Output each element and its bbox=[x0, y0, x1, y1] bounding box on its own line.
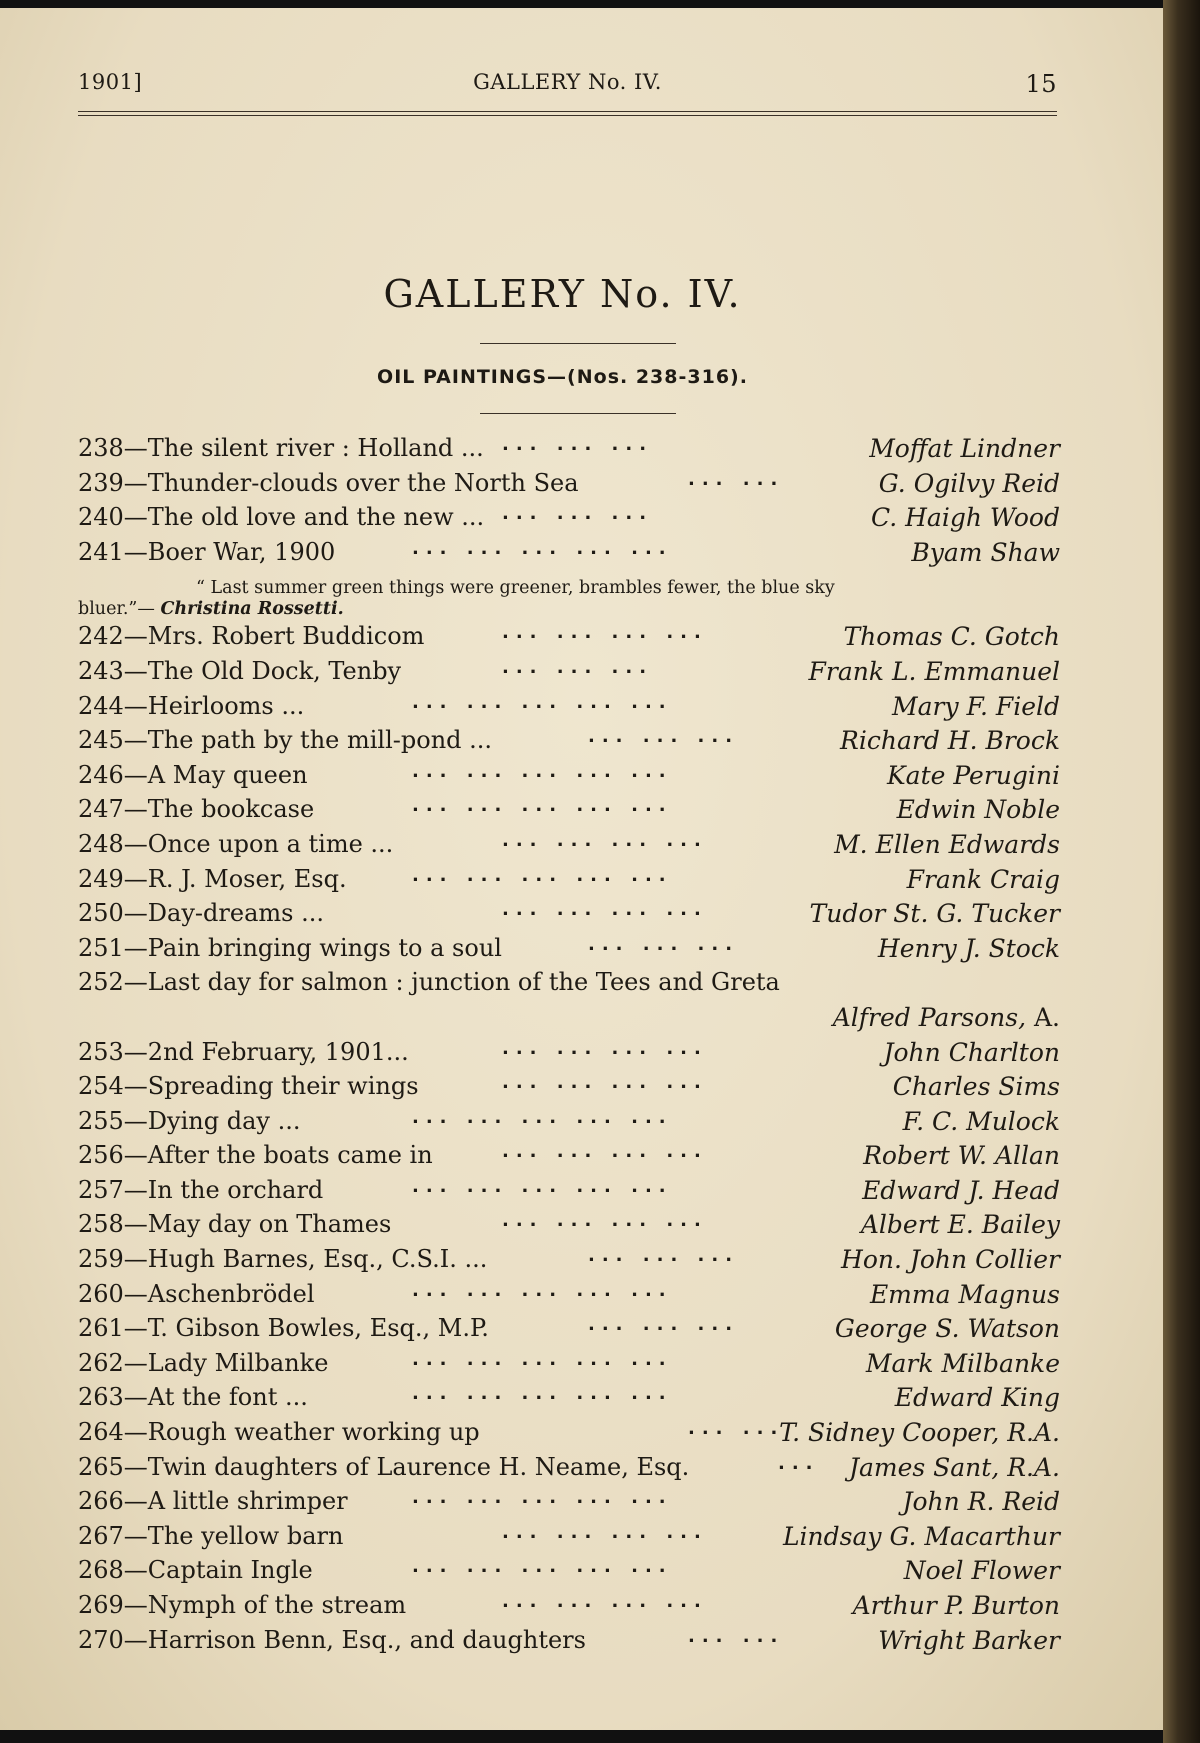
catalogue-entry bbox=[78, 968, 1060, 1003]
entry-artist: Albert E. Bailey bbox=[860, 1210, 1060, 1240]
entry-title: 258—May day on Thames bbox=[78, 1210, 392, 1239]
entry-leader-dots: ... ... ... ... ... bbox=[412, 1175, 673, 1197]
entry-artist: Lindsay G. Macarthur bbox=[782, 1521, 1060, 1551]
entry-leader-dots: ... ... bbox=[688, 468, 785, 490]
entry-title: 265—Twin daughters of Laurence H. Neame, Esq. bbox=[78, 1452, 690, 1481]
entry-leader-dots: ... ... ... ... ... bbox=[412, 1279, 673, 1301]
entry-title: 257—In the orchard bbox=[78, 1175, 324, 1204]
entry-leader-dots: ... ... ... bbox=[588, 1245, 740, 1267]
catalogue-entry bbox=[78, 1280, 1060, 1315]
entry-title: 248—Once upon a time ... bbox=[78, 829, 394, 858]
entry-artist: Frank L. Emmanuel bbox=[808, 656, 1060, 686]
entry-title: 242—Mrs. Robert Buddicom bbox=[78, 622, 425, 651]
entry-leader-dots: ... ... ... ... ... bbox=[412, 1106, 673, 1128]
catalogue-entry bbox=[78, 865, 1060, 900]
entry-title: 240—The old love and the new ... bbox=[78, 503, 485, 532]
entry-artist: Moffat Lindner bbox=[869, 434, 1060, 463]
entry-leader-dots: ... ... ... ... ... bbox=[412, 1556, 673, 1578]
entry-artist: F. C. Mulock bbox=[902, 1106, 1060, 1136]
entry-artist: M. Ellen Edwards bbox=[834, 829, 1060, 859]
header-rule-top bbox=[78, 111, 1057, 112]
entry-title: 239—Thunder-clouds over the North Sea bbox=[78, 468, 579, 497]
quotation-text bbox=[78, 572, 1056, 620]
entry-leader-dots: ... ... ... ... bbox=[502, 622, 708, 644]
entry-artist: Edward J. Head bbox=[862, 1175, 1060, 1205]
catalogue-entry bbox=[78, 1107, 1060, 1142]
catalogue-entry bbox=[78, 503, 1060, 538]
entry-leader-dots: ... ... ... ... ... bbox=[412, 691, 673, 713]
catalogue-entry bbox=[78, 795, 1060, 830]
title-rule-top bbox=[480, 343, 676, 344]
entry-leader-dots: ... ... ... bbox=[588, 1314, 740, 1336]
entry-artist: Edwin Noble bbox=[896, 795, 1060, 825]
catalogue-entry bbox=[78, 761, 1060, 796]
entry-title: 268—Captain Ingle bbox=[78, 1556, 313, 1585]
quotation-line-1: “ Last summer green things were greener, brambles fewer, the blue sky bbox=[196, 578, 835, 599]
catalogue-entry bbox=[78, 692, 1060, 727]
title-rule-bottom bbox=[480, 413, 676, 414]
entry-artist: John Charlton bbox=[883, 1037, 1060, 1067]
entry-title: 256—After the boats came in bbox=[78, 1141, 433, 1170]
catalogue-entry-continuation bbox=[78, 1003, 1060, 1038]
entry-artist-name: Alfred Parsons, bbox=[832, 1002, 1027, 1032]
entry-artist: George S. Watson bbox=[834, 1314, 1060, 1344]
running-head-title: GALLERY No. IV. bbox=[473, 70, 662, 94]
catalogue-entry bbox=[78, 1245, 1060, 1280]
entry-title: 269—Nymph of the stream bbox=[78, 1591, 407, 1619]
entry-artist: Emma Magnus bbox=[869, 1279, 1060, 1309]
entry-leader-dots: ... ... ... bbox=[502, 434, 654, 455]
catalogue-entry bbox=[78, 1141, 1060, 1176]
catalogue-entry bbox=[78, 1418, 1060, 1453]
entry-artist: Robert W. Allan bbox=[863, 1141, 1060, 1171]
running-head bbox=[78, 70, 1057, 104]
entry-title: 262—Lady Milbanke bbox=[78, 1348, 329, 1377]
entry-leader-dots: ... ... ... ... ... bbox=[412, 795, 673, 817]
entry-artist: G. Ogilvy Reid bbox=[878, 468, 1060, 498]
entry-leader-dots: ... ... ... ... bbox=[502, 1210, 708, 1232]
entry-artist: Mary F. Field bbox=[891, 691, 1060, 721]
catalogue-entry bbox=[78, 1210, 1060, 1245]
catalogue-entry bbox=[78, 469, 1060, 504]
entry-artist: Hon. John Collier bbox=[841, 1245, 1060, 1275]
book-spine bbox=[1163, 0, 1200, 1743]
catalogue-entry bbox=[78, 1453, 1060, 1488]
entry-leader-dots: ... ... ... ... bbox=[502, 1072, 708, 1094]
catalogue-entry bbox=[78, 538, 1060, 573]
entry-leader-dots: ... ... ... ... bbox=[502, 1591, 708, 1612]
entry-artist: Tudor St. G. Tucker bbox=[809, 899, 1060, 929]
entry-artist: Noel Flower bbox=[903, 1556, 1060, 1586]
entry-artist: Arthur P. Burton bbox=[852, 1591, 1060, 1620]
catalogue-entry bbox=[78, 1626, 1060, 1661]
catalogue-entry bbox=[78, 1522, 1060, 1557]
entry-title: 263—At the font ... bbox=[78, 1383, 308, 1412]
entry-title: 270—Harrison Benn, Esq., and daughters bbox=[78, 1625, 586, 1654]
catalogue-entry bbox=[78, 1349, 1060, 1384]
quotation-line-2: bluer.”— bbox=[78, 599, 155, 620]
entry-title: 252—Last day for salmon : junction of the Tees and Greta bbox=[78, 968, 780, 997]
catalogue-entry bbox=[78, 1556, 1060, 1591]
entry-artist-suffix: A. bbox=[1033, 1002, 1060, 1032]
section-subtitle: OIL PAINTINGS—(Nos. 238-316). bbox=[377, 366, 748, 388]
entry-leader-dots: ... ... ... ... bbox=[502, 899, 708, 921]
entry-leader-dots: ... ... ... ... bbox=[502, 1141, 708, 1163]
catalogue-entry bbox=[78, 934, 1060, 969]
entry-title: 253—2nd February, 1901... bbox=[78, 1037, 409, 1066]
header-rule-bottom bbox=[78, 115, 1057, 116]
entry-leader-dots: ... ... ... ... ... bbox=[412, 1348, 673, 1370]
catalogue-entry bbox=[78, 434, 1060, 469]
catalogue-entry bbox=[78, 899, 1060, 934]
entry-leader-dots: ... ... bbox=[688, 1418, 785, 1440]
entry-artist: C. Haigh Wood bbox=[871, 503, 1060, 533]
entry-leader-dots: ... ... ... bbox=[502, 656, 654, 678]
entry-title: 249—R. J. Moser, Esq. bbox=[78, 864, 347, 893]
running-head-year: 1901] bbox=[78, 70, 143, 94]
entry-title: 247—The bookcase bbox=[78, 795, 315, 824]
entry-artist: Frank Craig bbox=[906, 864, 1060, 894]
catalogue-entry bbox=[78, 622, 1060, 657]
entry-title: 245—The path by the mill-pond ... bbox=[78, 726, 493, 755]
quotation-attribution: Christina Rossetti. bbox=[160, 599, 344, 620]
catalogue-entry bbox=[78, 657, 1060, 692]
catalogue-entry bbox=[78, 1487, 1060, 1522]
entry-artist: Richard H. Brock bbox=[840, 726, 1060, 756]
entry-title: 261—T. Gibson Bowles, Esq., M.P. bbox=[78, 1314, 489, 1343]
entry-leader-dots: ... ... ... ... bbox=[502, 1521, 708, 1543]
entry-title: 251—Pain bringing wings to a soul bbox=[78, 933, 502, 962]
entry-artist: Wright Barker bbox=[878, 1625, 1060, 1655]
entry-artist: James Sant, R.A. bbox=[848, 1452, 1060, 1482]
entry-artist: T. Sidney Cooper, R.A. bbox=[779, 1418, 1060, 1448]
page-number: 15 bbox=[1025, 70, 1057, 98]
entry-artist: Mark Milbanke bbox=[865, 1348, 1060, 1378]
entry-title: 259—Hugh Barnes, Esq., C.S.I. ... bbox=[78, 1245, 488, 1274]
entry-title: 266—A little shrimper bbox=[78, 1487, 348, 1516]
catalogue-entry bbox=[78, 726, 1060, 761]
entry-artist: Kate Perugini bbox=[886, 760, 1060, 790]
entry-leader-dots: ... ... ... ... ... bbox=[412, 537, 673, 559]
entry-leader-dots: ... ... ... ... ... bbox=[412, 760, 673, 782]
catalogue-entry bbox=[78, 1176, 1060, 1211]
catalogue-entry bbox=[78, 1038, 1060, 1073]
entry-title: 255—Dying day ... bbox=[78, 1106, 301, 1135]
entry-leader-dots: ... ... ... bbox=[588, 933, 740, 955]
entry-title: 264—Rough weather working up bbox=[78, 1418, 480, 1447]
catalogue-entry bbox=[78, 1314, 1060, 1349]
entry-leader-dots: ... ... ... ... bbox=[502, 1037, 708, 1059]
entry-title: 254—Spreading their wings bbox=[78, 1072, 419, 1101]
page-title: GALLERY No. IV. bbox=[383, 272, 742, 316]
entry-title: 243—The Old Dock, Tenby bbox=[78, 656, 402, 685]
entry-leader-dots: ... bbox=[778, 1452, 820, 1474]
entry-artist: John R. Reid bbox=[902, 1487, 1060, 1517]
entry-title: 267—The yellow barn bbox=[78, 1521, 344, 1550]
entry-artist: Thomas C. Gotch bbox=[843, 622, 1060, 652]
entry-title: 250—Day-dreams ... bbox=[78, 899, 324, 928]
entry-title: 260—Aschenbrödel bbox=[78, 1279, 315, 1308]
book-page bbox=[0, 8, 1163, 1730]
entry-artist: Edward King bbox=[894, 1383, 1060, 1413]
catalogue-entry bbox=[78, 1072, 1060, 1107]
catalogue-entry bbox=[78, 1591, 1060, 1626]
entry-leader-dots: ... ... ... ... bbox=[502, 829, 708, 851]
entry-leader-dots: ... ... ... bbox=[588, 726, 740, 748]
catalogue-list bbox=[78, 434, 1060, 1660]
entry-leader-dots: ... ... ... ... ... bbox=[412, 1383, 673, 1405]
entry-artist: Henry J. Stock bbox=[877, 933, 1060, 963]
entry-title: 246—A May queen bbox=[78, 760, 308, 789]
entry-leader-dots: ... ... ... bbox=[502, 503, 654, 525]
entry-quotation bbox=[78, 572, 1060, 622]
entry-title: 238—The silent river : Holland ... bbox=[78, 434, 484, 462]
entry-artist: Byam Shaw bbox=[911, 537, 1060, 567]
catalogue-entry bbox=[78, 830, 1060, 865]
entry-title: 241—Boer War, 1900 bbox=[78, 537, 336, 566]
entry-title: 244—Heirlooms ... bbox=[78, 691, 305, 720]
entry-leader-dots: ... ... ... ... ... bbox=[412, 864, 673, 886]
entry-leader-dots: ... ... bbox=[688, 1625, 785, 1647]
entry-artist bbox=[833, 1003, 1060, 1032]
entry-leader-dots: ... ... ... ... ... bbox=[412, 1487, 673, 1509]
catalogue-entry bbox=[78, 1383, 1060, 1418]
entry-artist: Charles Sims bbox=[892, 1072, 1060, 1102]
